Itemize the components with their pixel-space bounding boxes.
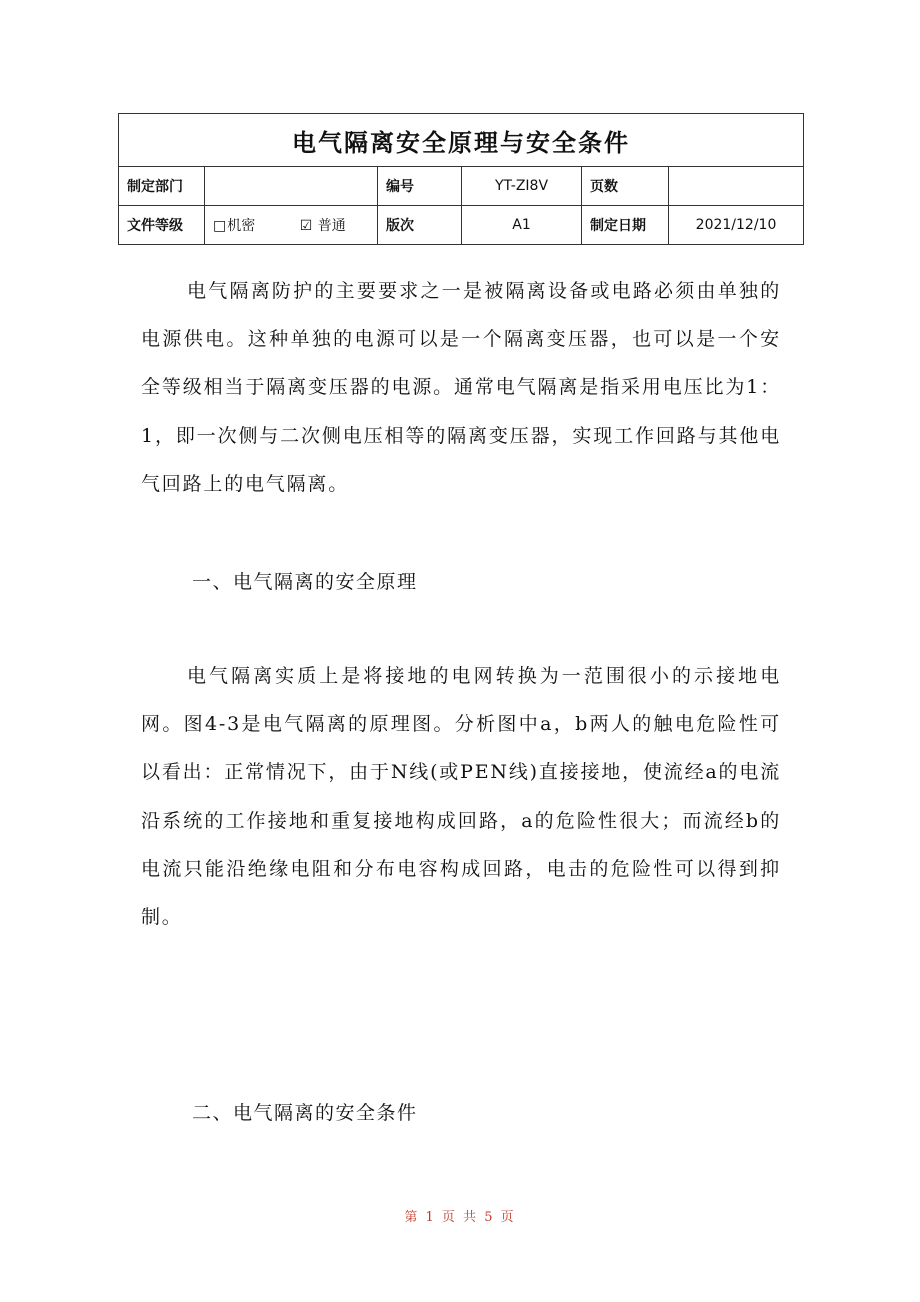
dept-label: 制定部门 [119, 167, 205, 206]
section1-paragraph: 电气隔离实质上是将接地的电网转换为一范围很小的示接地电网。图4-3是电气隔离的原理图。分析图中a，b两人的触电危险性可以看出：正常情况下，由于N线(或PEN线)直接接地，使流经a的电流沿系统的工作接地和重复接地构成回路，a的危险性很大；而流经b的电流只能沿绝缘电阻和分布电容构成回路，电击的危险性可以得到抑制。 [141, 665, 781, 929]
dept-value [205, 167, 378, 206]
code-value: YT-ZI8V [462, 167, 582, 206]
pages-value [669, 167, 804, 206]
level-option-secret [213, 215, 255, 235]
intro-paragraph: 电气隔离防护的主要要求之一是被隔离设备或电路必须由单独的电源供电。这种单独的电源可以是一个隔离变压器，也可以是一个安全等级相当于隔离变压器的电源。通常电气隔离是指采用电压比为1：1，即一次侧与二次侧电压相等的隔离变压器，实现工作回路与其他电气回路上的电气隔离。 [141, 280, 781, 495]
unchecked-box-icon: □ [213, 218, 227, 234]
version-value: A1 [462, 206, 582, 245]
section1-heading: 一、电气隔离的安全原理 [192, 571, 418, 593]
date-value: 2021/12/10 [669, 206, 804, 245]
level-options [205, 206, 378, 245]
level-label: 文件等级 [119, 206, 205, 245]
version-label: 版次 [378, 206, 462, 245]
level-option-secret-label: 机密 [227, 218, 256, 234]
pages-label: 页数 [582, 167, 669, 206]
code-label: 编号 [378, 167, 462, 206]
checked-box-icon: ☑ [299, 218, 313, 234]
level-option-normal [300, 215, 346, 235]
document-header-table [118, 113, 804, 245]
page-footer: 第 1 页 共 5 页 [404, 1210, 516, 1225]
document-title: 电气隔离安全原理与安全条件 [119, 114, 804, 167]
level-option-normal-label: 普通 [317, 218, 346, 234]
date-label: 制定日期 [582, 206, 669, 245]
section2-heading: 二、电气隔离的安全条件 [192, 1102, 418, 1124]
